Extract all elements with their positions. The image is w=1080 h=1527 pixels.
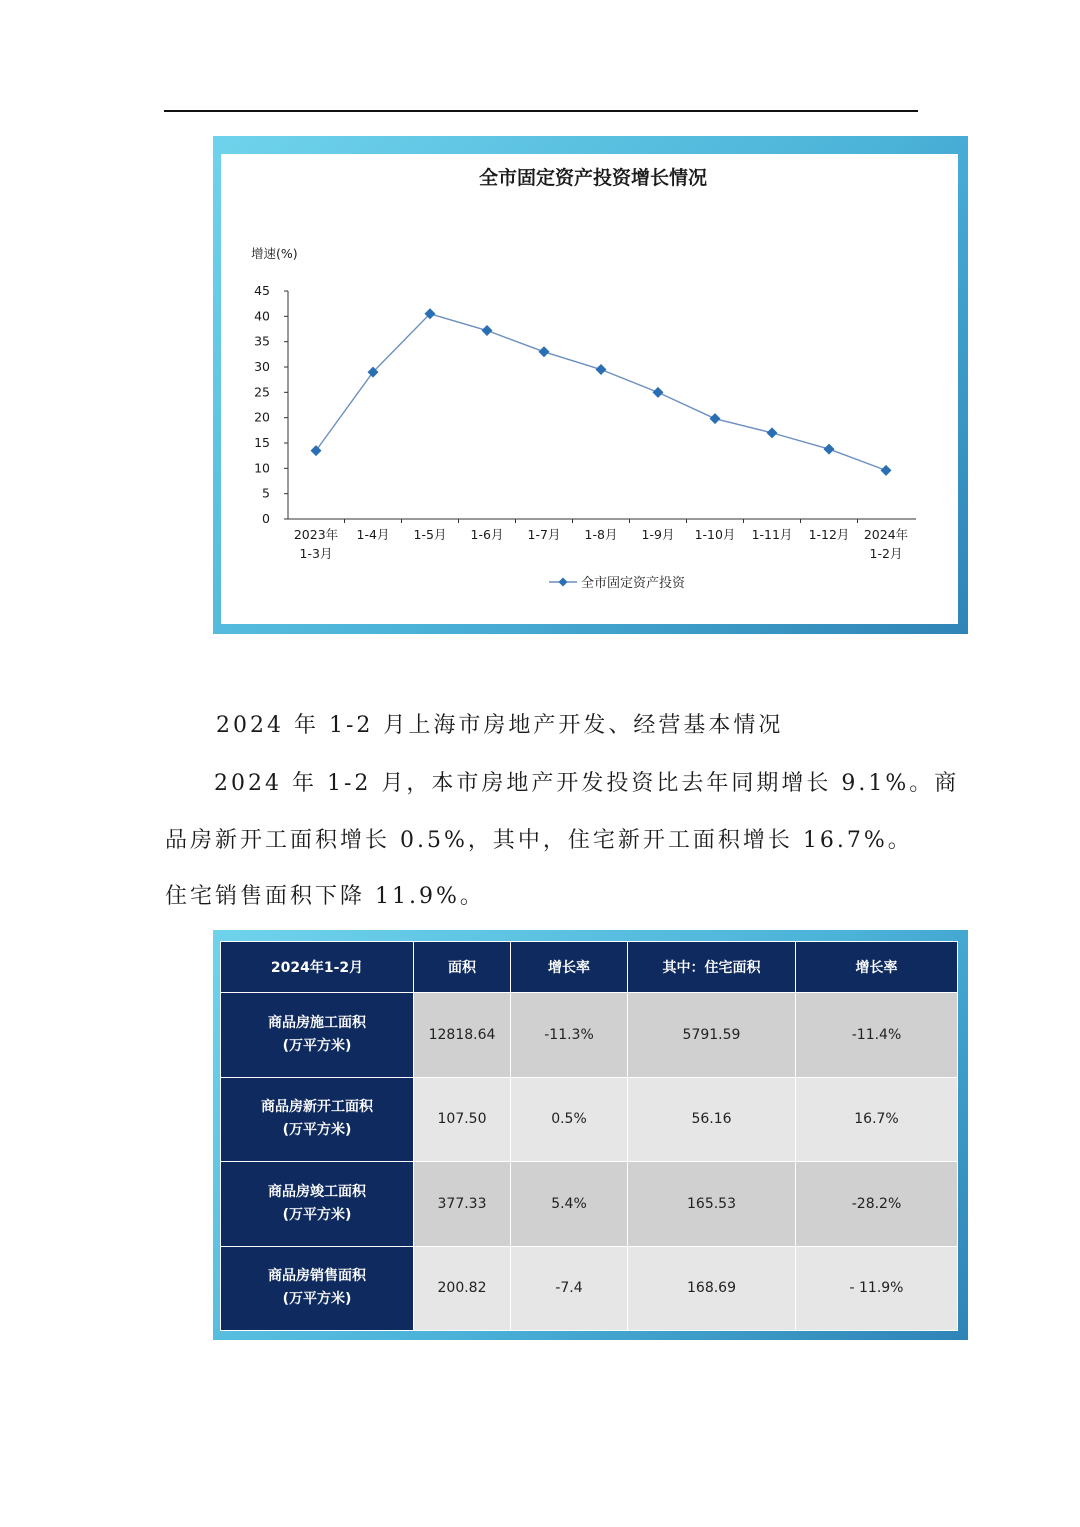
cell-growth: 5.4% [511,1162,628,1247]
table-panel [213,930,968,1340]
table-row [221,993,958,1078]
y-tick-label: 10 [254,460,270,476]
chart-title: 全市固定资产投资增长情况 [478,167,708,189]
paragraph-line-1: 2024 年 1-2 月，本市房地产开发投资比去年同期增长 9.1%。商 [214,771,960,796]
section-heading: 2024 年 1-2 月上海市房地产开发、经营基本情况 [216,713,784,738]
x-tick-label: 1-2月 [869,546,903,561]
x-tick-label: 1-5月 [413,527,447,542]
header-growth: 增长率 [511,942,628,993]
top-rule [164,110,918,112]
legend-marker [559,578,568,587]
y-tick-label: 20 [254,409,270,425]
cell-growth: -7.4 [511,1246,628,1331]
y-tick-label: 45 [254,283,270,298]
cell-residential-growth: -11.4% [796,993,958,1078]
y-tick-label: 40 [254,308,270,324]
data-point-marker [539,346,550,357]
y-tick-label: 25 [254,384,270,400]
row-label: 商品房施工面积 (万平方米) [221,993,414,1078]
x-tick-label: 1-6月 [470,527,504,542]
cell-residential-area: 5791.59 [628,993,796,1078]
series-line [316,314,886,471]
x-tick-label: 2023年 [293,527,339,542]
chart-panel [213,136,968,634]
cell-residential-area: 56.16 [628,1077,796,1162]
y-tick-label: 30 [254,359,270,374]
x-tick-label: 1-12月 [808,527,850,542]
legend-label: 全市固定资产投资 [581,576,686,591]
row-label: 商品房新开工面积 (万平方米) [221,1077,414,1162]
x-tick-label: 1-3月 [299,546,333,561]
data-point-marker [482,325,493,336]
header-residential-growth: 增长率 [796,942,958,993]
header-residential-area: 其中：住宅面积 [628,942,796,993]
x-tick-label: 1-11月 [751,527,793,542]
x-tick-label: 1-10月 [694,527,736,542]
cell-growth: 0.5% [511,1077,628,1162]
data-point-marker [881,465,892,476]
cell-area: 12818.64 [414,993,511,1078]
y-tick-label: 35 [254,333,270,349]
cell-residential-growth: 16.7% [796,1077,958,1162]
table-header-row [221,942,958,993]
cell-growth: -11.3% [511,993,628,1078]
cell-area: 107.50 [414,1077,511,1162]
header-area: 面积 [414,942,511,993]
data-point-marker [824,444,835,455]
y-axis-label: 增速(%) [251,246,298,261]
data-point-marker [710,413,721,424]
y-tick-label: 5 [262,485,270,501]
real-estate-table [220,941,958,1331]
line-chart [221,154,958,624]
x-tick-label: 1-8月 [584,527,618,542]
row-label: 商品房销售面积 (万平方米) [221,1246,414,1331]
row-label: 商品房竣工面积 (万平方米) [221,1162,414,1247]
paragraph-line-3: 住宅销售面积下降 11.9%。 [165,884,485,909]
data-point-marker [311,445,322,456]
data-point-marker [767,427,778,438]
x-tick-label: 1-7月 [527,527,561,542]
x-tick-label: 1-4月 [356,527,390,542]
data-point-marker [596,364,607,375]
cell-residential-area: 165.53 [628,1162,796,1247]
cell-residential-growth: -28.2% [796,1162,958,1247]
cell-area: 200.82 [414,1246,511,1331]
cell-area: 377.33 [414,1162,511,1247]
data-point-marker [653,387,664,398]
header-period: 2024年1-2月 [221,942,414,993]
table-row [221,1246,958,1331]
cell-residential-growth: - 11.9% [796,1246,958,1331]
table-row [221,1077,958,1162]
cell-residential-area: 168.69 [628,1246,796,1331]
table-row [221,1162,958,1247]
x-tick-label: 2024年 [863,527,909,542]
chart-area [221,154,958,624]
paragraph-line-2: 品房新开工面积增长 0.5%，其中，住宅新开工面积增长 16.7%。 [165,828,913,853]
y-tick-label: 15 [254,435,270,450]
x-tick-label: 1-9月 [641,527,675,542]
y-tick-label: 0 [262,511,270,526]
